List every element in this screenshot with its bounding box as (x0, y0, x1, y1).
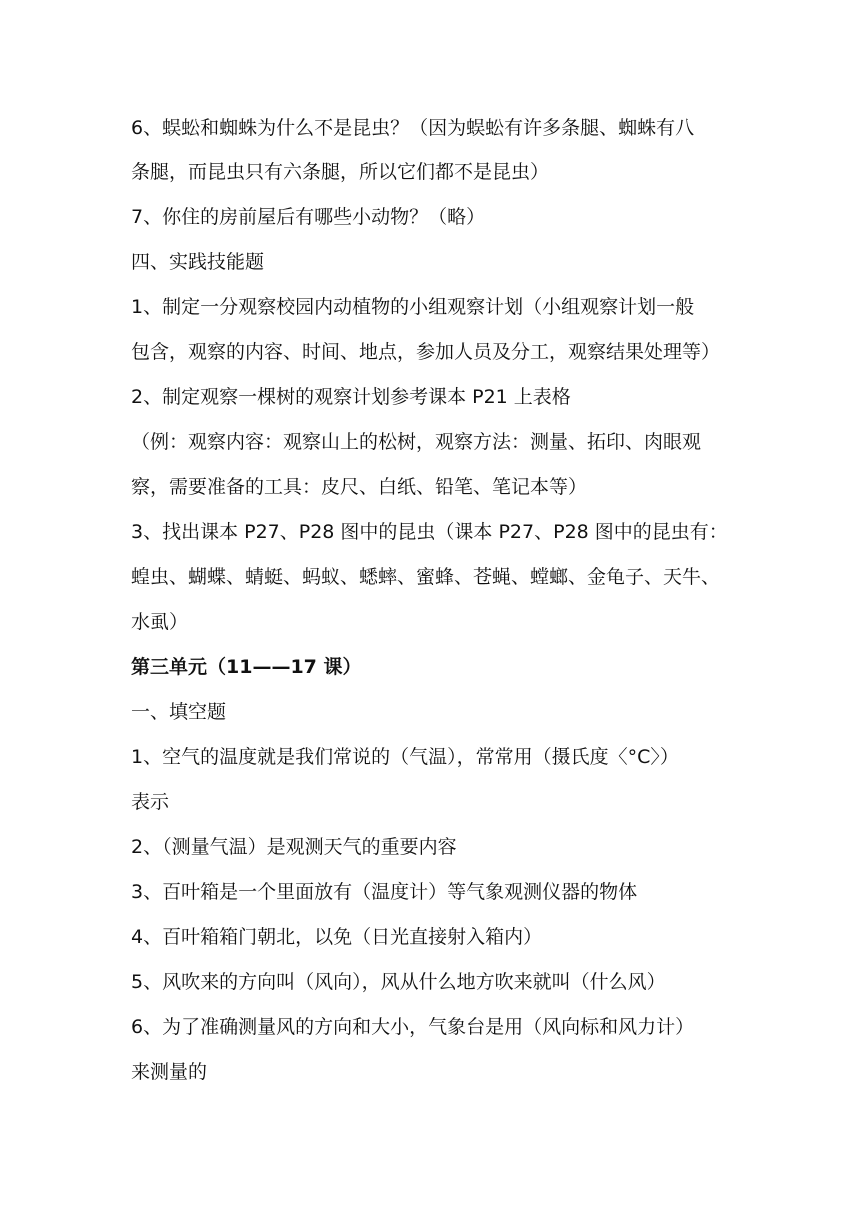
text-line-practice3-part2: 蝗虫、蝴蝶、蜻蜓、蚂蚁、蟋蟀、蜜蜂、苍蝇、螳螂、金龟子、天牛、 (131, 566, 721, 588)
text-line-q6-part1: 6、蜈蚣和蜘蛛为什么不是昆虫？（因为蜈蚣有许多条腿、蜘蛛有八 (131, 117, 695, 139)
text-line-fill1-part2: 表示 (131, 791, 170, 813)
unit-heading: 第三单元（11——17 课） (131, 656, 362, 678)
text-line-fill2: 2、（测量气温）是观测天气的重要内容 (131, 836, 457, 858)
text-line-practice2-example2: 察，需要准备的工具：皮尺、白纸、铅笔、笔记本等） (131, 476, 588, 498)
text-line-fill5: 5、风吹来的方向叫（风向），风从什么地方吹来就叫（什么风） (131, 971, 666, 993)
text-line-fill1-part1: 1、空气的温度就是我们常说的（气温），常常用（摄氏度〈°C〉） (131, 746, 679, 768)
text-line-fill3: 3、百叶箱是一个里面放有（温度计）等气象观测仪器的物体 (131, 881, 638, 903)
text-line-practice2: 2、制定观察一棵树的观察计划参考课本 P21 上表格 (131, 386, 571, 408)
text-line-practice3-part1: 3、找出课本 P27、P28 图中的昆虫（课本 P27、P28 图中的昆虫有： (131, 521, 728, 543)
text-line-q6-part2: 条腿，而昆虫只有六条腿，所以它们都不是昆虫） (131, 161, 550, 183)
text-line-fill6-part2: 来测量的 (131, 1061, 208, 1083)
section-heading-fill-blank: 一、填空题 (131, 701, 227, 723)
text-line-fill4: 4、百叶箱箱门朝北，以免（日光直接射入箱内） (131, 926, 543, 948)
text-line-practice1-part1: 1、制定一分观察校园内动植物的小组观察计划（小组观察计划一般 (131, 296, 695, 318)
text-line-practice1-part2: 包含，观察的内容、时间、地点，参加人员及分工，观察结果处理等） (131, 341, 721, 363)
text-line-fill6-part1: 6、为了准确测量风的方向和大小，气象台是用（风向标和风力计） (131, 1016, 695, 1038)
text-line-q7: 7、你住的房前屋后有哪些小动物？（略） (131, 206, 486, 228)
section-heading-practice: 四、实践技能题 (131, 251, 265, 273)
text-line-practice3-part3: 水虱） (131, 611, 189, 633)
text-line-practice2-example1: （例：观察内容：观察山上的松树，观察方法：测量、拓印、肉眼观 (131, 431, 702, 453)
